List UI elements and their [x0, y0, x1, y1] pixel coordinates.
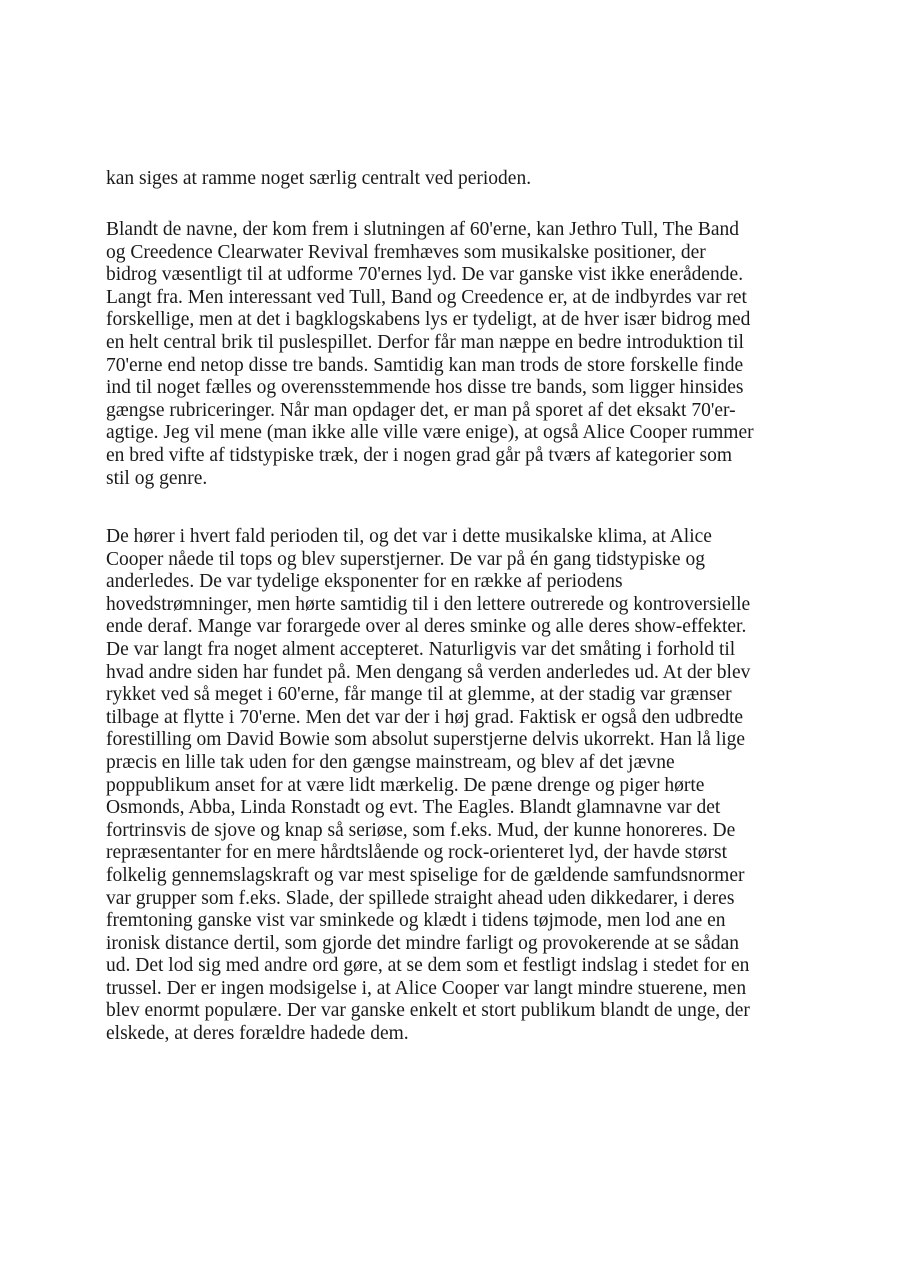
text-line: ind til noget fælles og overensstemmende hos disse tre bands, som ligger hinsides	[106, 377, 744, 399]
text-line: fortrinsvis de sjove og knap så seriøse, som f.eks. Mud, der kunne honoreres. De	[106, 819, 736, 841]
text-line: De hører i hvert fald perioden til, og det var i dette musikalske klima, at Alice	[106, 526, 712, 547]
paragraph	[106, 526, 806, 1046]
text-line: blev enormt populære. Der var ganske enkelt et stort publikum blandt de unge, der	[106, 1000, 750, 1022]
text-line: Langt fra. Men interessant ved Tull, Band og Creedence er, at de indbyrdes var ret	[106, 286, 747, 308]
text-line: tilbage at flytte i 70'erne. Men det var der i høj grad. Faktisk er også den udbredte	[106, 706, 744, 728]
text-line: Cooper nåede til tops og blev superstjerner. De var på én gang tidstypiske og	[106, 548, 705, 570]
text-line: Osmonds, Abba, Linda Ronstadt og evt. The Eagles. Blandt glamnavne var det	[106, 797, 721, 819]
text-line: De var langt fra noget alment accepteret. Naturligvis var det småting i forhold til	[106, 638, 736, 660]
text-line: folkelig gennemslagskraft og var mest spiselige for de gældende samfundsnormer	[106, 864, 745, 886]
text-line: forskellige, men at det i bagklogskabens lys er tydeligt, at de hver især bidrog med	[106, 309, 751, 331]
text-line: elskede, at deres forældre hadede dem.	[106, 1023, 409, 1045]
text-line: hvad andre siden har fundet på. Men dengang så verden anderledes ud. At der blev	[106, 661, 751, 683]
text-line: en helt central brik til puslespillet. Derfor får man næppe en bedre introduktion til	[106, 331, 744, 353]
text-line: hovedstrømninger, men hørte samtidig til i den lettere outrerede og kontroversielle	[106, 593, 751, 615]
paragraph	[106, 219, 806, 490]
text-line: rykket ved så meget i 60'erne, får mange til at glemme, at der stadig var grænser	[106, 684, 732, 706]
text-line: forestilling om David Bowie som absolut superstjerne delvis ukorrekt. Han lå lige	[106, 729, 746, 751]
paragraph	[106, 168, 806, 191]
text-line: kan siges at ramme noget særlig centralt ved perioden.	[106, 168, 532, 189]
text-line: præcis en lille tak uden for den gængse mainstream, og blev af det jævne	[106, 751, 675, 773]
text-line: fremtoning ganske vist var sminkede og klædt i tidens tøjmode, men lod ane en	[106, 910, 726, 932]
text-line: ud. Det lod sig med andre ord gøre, at se dem som et festligt indslag i stedet for en	[106, 955, 750, 977]
text-line: repræsentanter for en mere hårdtslående og rock-orienteret lyd, der havde størst	[106, 842, 728, 864]
text-line: trussel. Der er ingen modsigelse i, at Alice Cooper var langt mindre stuerene, men	[106, 977, 747, 999]
text-line: gængse rubriceringer. Når man opdager det, er man på sporet af det eksakt 70'er-	[106, 399, 736, 421]
text-line: Blandt de navne, der kom frem i slutningen af 60'erne, kan Jethro Tull, The Band	[106, 219, 739, 240]
text-line: ende deraf. Mange var forargede over al deres sminke og alle deres show-effekter.	[106, 616, 747, 638]
text-line: agtige. Jeg vil mene (man ikke alle ville være enige), at også Alice Cooper rummer	[106, 422, 754, 444]
text-line: 70'erne end netop disse tre bands. Samtidig kan man trods de store forskelle finde	[106, 354, 744, 376]
text-line: anderledes. De var tydelige eksponenter for en række af periodens	[106, 571, 623, 593]
text-line: ironisk distance dertil, som gjorde det mindre farligt og provokerende at se sådan	[106, 932, 740, 954]
text-line: var grupper som f.eks. Slade, der spillede straight ahead uden dikkedarer, i deres	[106, 887, 735, 909]
text-line: en bred vifte af tidstypiske træk, der i nogen grad går på tværs af kategorier som	[106, 444, 732, 466]
text-line: og Creedence Clearwater Revival fremhæves som musikalske positioner, der	[106, 241, 706, 263]
text-line: poppublikum anset for at være lidt mærkelig. De pæne drenge og piger hørte	[106, 774, 705, 796]
text-line: bidrog væsentligt til at udforme 70'ernes lyd. De var ganske vist ikke enerådende.	[106, 264, 744, 286]
text-line: stil og genre.	[106, 467, 208, 489]
